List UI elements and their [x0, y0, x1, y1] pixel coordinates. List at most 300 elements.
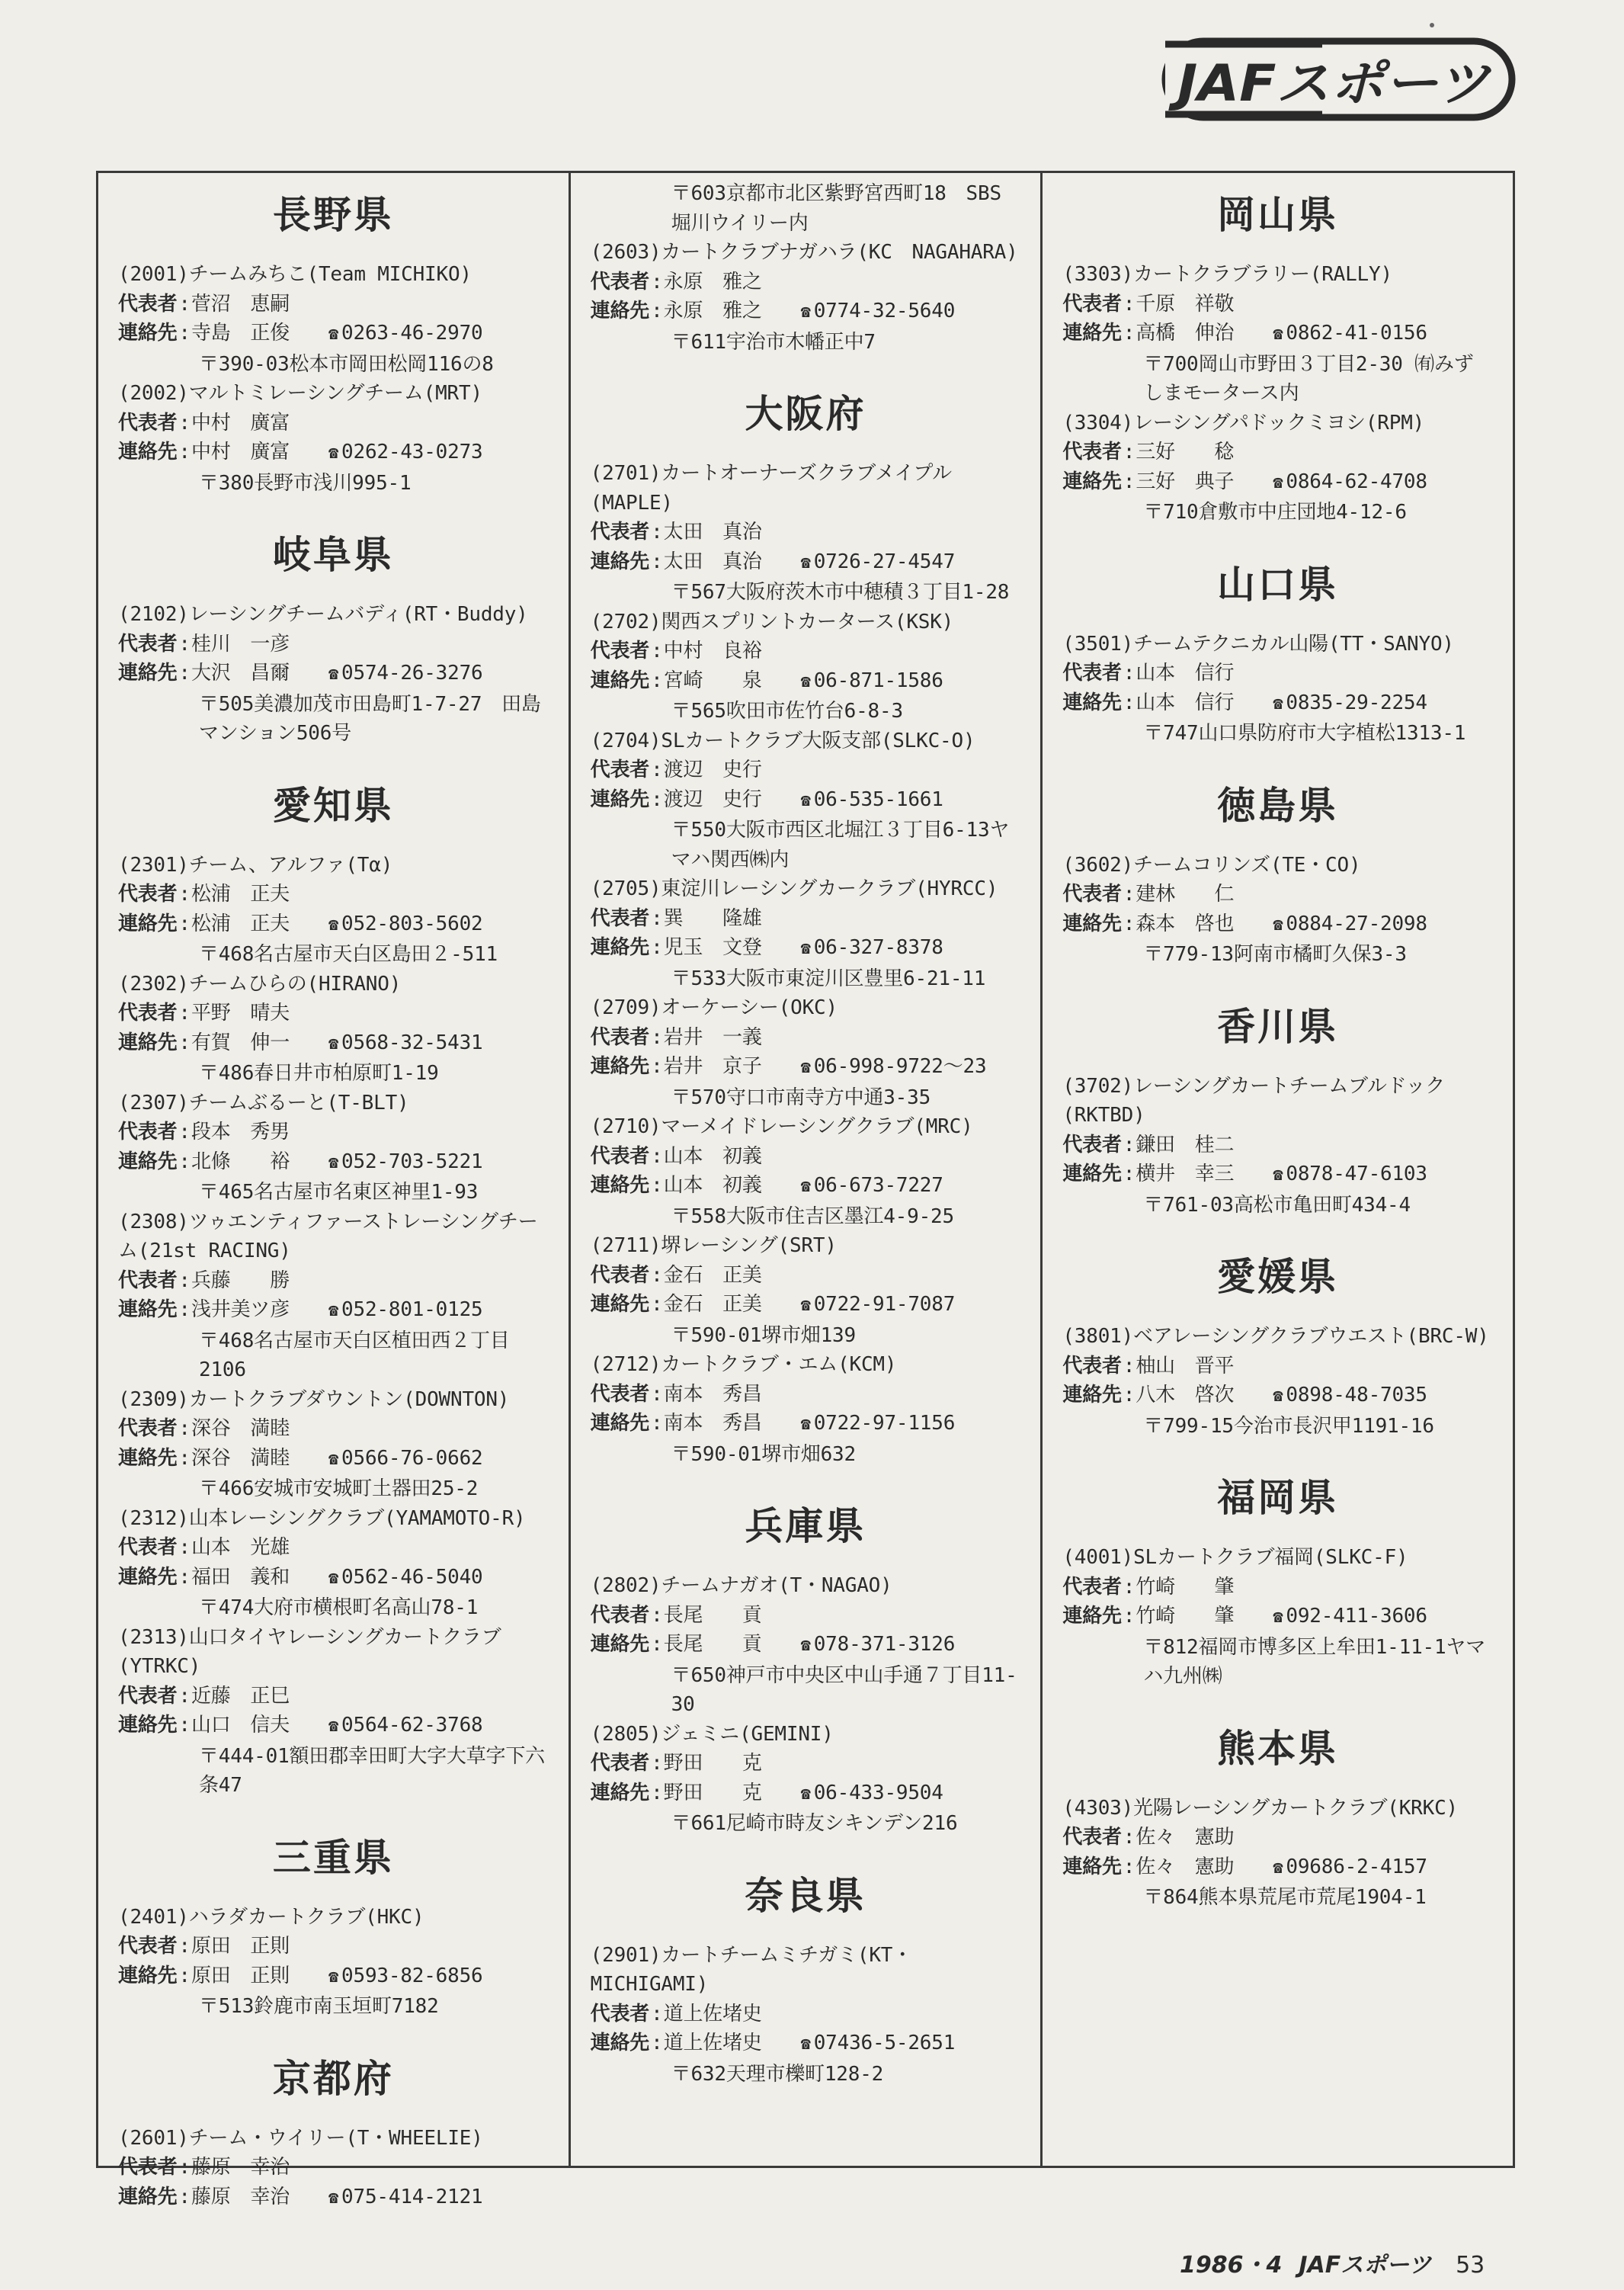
contact-name: 渡辺 史行 [663, 787, 762, 811]
club-entry [591, 1571, 1021, 1720]
contact-label: 連絡先 : [591, 1171, 664, 1202]
phone-number: ☎ 0593-82-6856 [328, 1961, 549, 1993]
club-title: (3304)レーシングパドックミヨシ(RPM) [1062, 411, 1425, 435]
rep-row [591, 518, 1021, 547]
rep-label: 代表者 : [118, 1414, 191, 1444]
prefecture-heading: 京都府 [272, 2056, 394, 2101]
rep-name: 佐々 憲助 [1136, 1826, 1235, 1849]
rep-label: 代表者 : [591, 2000, 664, 2029]
phone-number: ☎ 0864-62-4708 [1273, 467, 1493, 499]
club-title: (2712)カートクラブ・エム(KCM) [590, 1353, 897, 1376]
club-address: 〒465名古屋市名東区神里1-93 [199, 1181, 479, 1204]
club-title: (2001)チームみちこ(Team MICHIKO) [118, 263, 472, 286]
column-right [1040, 173, 1513, 2166]
club-address: 〒390-03松本市岡田松岡116の8 [199, 352, 494, 376]
club-title: (2704)SLカートクラブ大阪支部(SLKC-O) [590, 729, 975, 752]
club-address: 〒864熊本県荒尾市荒尾1904-1 [1143, 1886, 1427, 1909]
rep-label: 代表者 : [591, 1023, 664, 1053]
rep-label: 代表者 : [118, 999, 191, 1028]
rep-label: 代表者 : [591, 1749, 664, 1778]
phone-number: ☎ 0878-47-6103 [1273, 1159, 1493, 1191]
prefecture-heading: 大阪府 [745, 392, 866, 436]
club-entry [1062, 1794, 1493, 1913]
club-title: (2601)チーム・ウイリー(T・WHEELIE) [118, 2126, 483, 2150]
club-address: 〒513鈴鹿市南玉垣町7182 [199, 1995, 439, 2018]
contact-name: 大沢 昌爾 [191, 662, 290, 685]
footer-magazine: JAFスポーツ [1299, 2252, 1432, 2279]
club-entry [591, 1941, 1021, 2090]
club-entry [118, 379, 549, 498]
logo-text: JAFスポーツ [1168, 54, 1493, 113]
contact-name: 高橋 伸治 [1136, 322, 1235, 345]
contact-name: 南本 秀昌 [663, 1412, 762, 1435]
club-address: 〒812福岡市博多区上牟田1-11-1ヤマハ九州㈱ [1143, 1635, 1486, 1688]
contact-row [591, 1290, 1021, 1321]
phone-number: ☎ 06-673-7227 [801, 1171, 1021, 1202]
phone-number: ☎ 0263-46-2970 [328, 319, 549, 350]
contact-label: 連絡先 : [1062, 1852, 1136, 1884]
club-title: (3602)チームコリンズ(TE・CO) [1062, 853, 1361, 877]
club-entry [591, 874, 1021, 993]
rep-name: 鎌田 桂二 [1136, 1133, 1235, 1156]
club-address: 〒558大阪市住吉区墨江4-9-25 [671, 1204, 954, 1228]
phone-number: ☎ 078-371-3126 [801, 1630, 1021, 1661]
club-entry [118, 600, 549, 749]
rep-label: 代表者 : [1062, 290, 1136, 319]
speck [1430, 23, 1434, 27]
contact-name: 寺島 正俊 [191, 322, 290, 345]
club-title: (2401)ハラダカートクラブ(HKC) [118, 1905, 424, 1929]
club-entry [591, 726, 1021, 875]
contact-label: 連絡先 : [591, 785, 664, 816]
contact-row [591, 1052, 1021, 1083]
club-entry [1062, 1543, 1493, 1692]
club-title: (2901)カートチームミチガミ(KT・MICHIGAMI) [590, 1943, 913, 1996]
rep-name: 道上佐堵史 [663, 2002, 762, 2025]
prefecture-heading: 徳島県 [1217, 783, 1339, 828]
phone-number: ☎ 0862-41-0156 [1273, 319, 1493, 350]
phone-number: ☎ 052-703-5221 [328, 1147, 549, 1179]
rep-label: 代表者 : [118, 1533, 191, 1563]
club-entry [1062, 409, 1493, 528]
club-title: (2702)関西スプリントカータース(KSK) [590, 610, 954, 633]
club-address: 〒603京都市北区紫野宮西町18 SBS堀川ウイリー内 [671, 182, 1001, 235]
rep-row [591, 2000, 1021, 2029]
rep-row [1062, 1352, 1493, 1381]
contact-label: 連絡先 : [591, 1052, 664, 1083]
club-title: (2709)オーケーシー(OKC) [590, 996, 838, 1019]
rep-row [591, 1142, 1021, 1172]
contact-row [1062, 319, 1493, 350]
prefecture-heading: 熊本県 [1217, 1726, 1339, 1771]
contact-row [591, 785, 1021, 816]
rep-name: 巽 隆雄 [663, 906, 762, 930]
club-address: 〒570守口市南寺方中通3-35 [671, 1086, 931, 1109]
contact-name: 岩井 京子 [663, 1055, 762, 1078]
contact-row [1062, 467, 1493, 499]
rep-row [591, 637, 1021, 666]
rep-label: 代表者 : [1062, 1131, 1136, 1160]
continued-entry [591, 179, 1021, 238]
contact-row [1062, 688, 1493, 720]
contact-label: 連絡先 : [118, 1961, 191, 1993]
contact-name: 永原 雅之 [663, 300, 762, 322]
contact-name: 三好 典子 [1136, 470, 1235, 493]
phone-number: ☎ 0562-46-5040 [328, 1563, 549, 1594]
prefecture-heading: 岡山県 [1217, 193, 1339, 237]
club-address: 〒590-01堺市畑139 [671, 1323, 856, 1347]
contact-row [118, 1563, 549, 1594]
contact-name: 太田 真治 [663, 550, 762, 573]
phone-number: ☎ 0898-48-7035 [1273, 1381, 1493, 1412]
rep-name: 三好 稔 [1136, 441, 1235, 463]
club-address: 〒700岡山市野田３丁目2-30 ㈲みずしまモータース内 [1143, 352, 1474, 405]
contact-name: 八木 啓次 [1136, 1384, 1235, 1406]
club-entry [118, 1385, 549, 1504]
contact-label: 連絡先 : [1062, 319, 1136, 350]
club-entry [1062, 851, 1493, 970]
contact-row [118, 1711, 549, 1742]
club-entry [118, 970, 549, 1089]
contact-name: 深谷 満睦 [191, 1446, 290, 1470]
club-entry [118, 851, 549, 970]
club-entry [1062, 260, 1493, 409]
contact-row [118, 319, 549, 350]
club-address: 〒779-13阿南市橘町久保3-3 [1143, 943, 1407, 966]
rep-label: 代表者 : [118, 409, 191, 438]
contact-row [591, 666, 1021, 698]
club-title: (2301)チーム、アルファ(Tα) [118, 853, 393, 877]
club-address: 〒799-15今治市長沢甲1191-16 [1143, 1414, 1434, 1438]
contact-name: 佐々 憲助 [1136, 1855, 1235, 1878]
club-title: (2711)堺レーシング(SRT) [590, 1234, 837, 1257]
contact-row [1062, 1381, 1493, 1412]
contact-label: 連絡先 : [591, 666, 664, 698]
phone-number: ☎ 0774-32-5640 [801, 297, 1021, 328]
club-entry [1062, 1072, 1493, 1220]
rep-name: 太田 真治 [663, 521, 762, 544]
prefecture-heading: 福岡県 [1217, 1476, 1339, 1520]
rep-name: 菅沼 恵嗣 [191, 292, 290, 316]
rep-row [118, 880, 549, 909]
column-middle [569, 173, 1041, 2166]
rep-label: 代表者 : [591, 268, 664, 297]
contact-row [591, 1171, 1021, 1202]
contact-label: 連絡先 : [118, 2183, 191, 2214]
rep-row [118, 409, 549, 438]
contact-row [591, 933, 1021, 964]
rep-label: 代表者 : [591, 1261, 664, 1291]
contact-row [118, 1444, 549, 1475]
column-left [98, 173, 569, 2208]
club-address: 〒486春日井市柏原町1-19 [199, 1062, 439, 1085]
rep-name: 松浦 正夫 [191, 883, 290, 906]
contact-row [1062, 1159, 1493, 1191]
rep-row [118, 999, 549, 1028]
contact-name: 横井 幸三 [1136, 1163, 1235, 1185]
club-title: (2102)レーシングチームバディ(RT・Buddy) [118, 603, 528, 626]
club-directory [96, 171, 1515, 2208]
contact-label: 連絡先 : [1062, 1381, 1136, 1412]
rep-name: 藤原 幸治 [191, 2156, 290, 2179]
phone-number: ☎ 06-327-8378 [801, 933, 1021, 964]
club-title: (4001)SLカートクラブ福岡(SLKC-F) [1062, 1546, 1408, 1569]
phone-number: ☎ 0568-32-5431 [328, 1028, 549, 1060]
prefecture-heading: 愛知県 [272, 783, 394, 828]
rep-name: 桂川 一彦 [191, 632, 290, 656]
contact-label: 連絡先 : [1062, 909, 1136, 941]
contact-name: 金石 正美 [663, 1293, 762, 1316]
rep-row [1062, 1823, 1493, 1852]
club-title: (2002)マルトミレーシングチーム(MRT) [118, 382, 482, 405]
phone-number: ☎ 06-433-9504 [801, 1778, 1021, 1810]
phone-number: ☎ 0564-62-3768 [328, 1711, 549, 1742]
rep-row [118, 2153, 549, 2183]
rep-label: 代表者 : [118, 880, 191, 909]
rep-row [118, 290, 549, 319]
rep-name: 段本 秀男 [191, 1121, 290, 1143]
contact-label: 連絡先 : [118, 659, 191, 690]
phone-number: ☎ 0566-76-0662 [328, 1444, 549, 1475]
rep-row [591, 1601, 1021, 1631]
contact-row [118, 909, 549, 941]
rep-name: 千原 祥敬 [1136, 292, 1235, 316]
club-title: (4303)光陽レーシングカートクラブ(KRKC) [1062, 1796, 1458, 1820]
contact-label: 連絡先 : [118, 319, 191, 350]
rep-row [591, 1023, 1021, 1053]
rep-row [1062, 290, 1493, 319]
contact-name: 山口 信夫 [191, 1714, 290, 1737]
club-address: 〒710倉敷市中庄団地4-12-6 [1143, 501, 1407, 524]
rep-row [118, 1118, 549, 1147]
phone-number: ☎ 052-803-5602 [328, 909, 549, 941]
phone-number: ☎ 052-801-0125 [328, 1295, 549, 1326]
club-entry [1062, 1322, 1493, 1441]
prefecture-heading: 香川県 [1217, 1004, 1339, 1049]
contact-label: 連絡先 : [1062, 1159, 1136, 1191]
rep-name: 原田 正則 [191, 1935, 290, 1958]
club-title: (2302)チームひらの(HIRANO) [118, 972, 402, 996]
rep-name: 竹崎 肇 [1136, 1575, 1235, 1599]
prefecture-heading: 岐阜県 [272, 533, 394, 577]
rep-name: 平野 晴夫 [191, 1002, 290, 1025]
contact-name: 森本 啓也 [1136, 912, 1235, 935]
contact-row [118, 2183, 549, 2214]
rep-name: 山本 信行 [1136, 662, 1235, 685]
contact-label: 連絡先 : [118, 1295, 191, 1326]
club-address: 〒466安城市安城町土器田25-2 [199, 1477, 479, 1500]
club-entry [591, 459, 1021, 608]
club-title: (2705)東淀川レーシングカークラブ(HYRCC) [590, 877, 998, 900]
contact-name: 山本 初義 [663, 1174, 762, 1197]
rep-label: 代表者 : [1062, 1352, 1136, 1381]
rep-label: 代表者 : [1062, 438, 1136, 467]
club-address: 〒533大阪市東淀川区豊里6-21-11 [671, 967, 986, 990]
rep-label: 代表者 : [118, 1932, 191, 1961]
phone-number: ☎ 0722-91-7087 [801, 1290, 1021, 1321]
phone-number: ☎ 06-998-9722～23 [801, 1052, 1021, 1083]
club-title: (3303)カートクラブラリー(RALLY) [1062, 263, 1392, 286]
club-address: 〒650神戸市中央区中山手通７丁目11-30 [671, 1663, 1017, 1716]
contact-name: 野田 克 [663, 1781, 762, 1804]
contact-name: 原田 正則 [191, 1964, 290, 1987]
rep-row [1062, 1573, 1493, 1602]
club-title: (3501)チームテクニカル山陽(TT・SANYO) [1062, 632, 1454, 656]
contact-row [591, 1630, 1021, 1661]
rep-label: 代表者 : [591, 755, 664, 785]
rep-label: 代表者 : [1062, 1573, 1136, 1602]
club-address: 〒661尼崎市時友シキンデン216 [671, 1812, 958, 1835]
club-title: (2313)山口タイヤレーシングカートクラブ(YTRKC) [118, 1625, 501, 1678]
contact-row [118, 1961, 549, 1993]
contact-label: 連絡先 : [591, 1630, 664, 1661]
phone-number: ☎ 06-871-1586 [801, 666, 1021, 698]
club-entry [591, 238, 1021, 357]
contact-label: 連絡先 : [591, 297, 664, 328]
club-title: (3702)レーシングカートチームブルドック(RKTBD) [1062, 1074, 1446, 1127]
rep-row [118, 1533, 549, 1563]
rep-label: 代表者 : [1062, 1823, 1136, 1852]
club-entry [118, 260, 549, 379]
contact-name: 宮崎 泉 [663, 669, 762, 692]
club-entry [118, 1208, 549, 1385]
contact-label: 連絡先 : [591, 1409, 664, 1440]
contact-name: 中村 廣富 [191, 441, 290, 463]
rep-label: 代表者 : [591, 518, 664, 547]
contact-name: 浅井美ツ彦 [191, 1298, 290, 1321]
club-address: 〒611宇治市木幡正中7 [671, 330, 876, 354]
rep-row [1062, 880, 1493, 909]
club-entry [118, 1089, 549, 1208]
club-title: (2308)ツゥエンティファーストレーシングチーム(21st RACING) [118, 1210, 538, 1262]
rep-label: 代表者 : [118, 1266, 191, 1296]
contact-row [591, 547, 1021, 579]
rep-row [591, 755, 1021, 785]
rep-row [118, 1414, 549, 1444]
club-address: 〒550大阪市西区北堀江３丁目6-13ヤマハ関西㈱内 [671, 819, 1010, 871]
club-address: 〒590-01堺市畑632 [671, 1442, 856, 1466]
rep-name: 岩井 一義 [663, 1025, 762, 1049]
rep-label: 代表者 : [118, 290, 191, 319]
club-title: (2307)チームぶるーと(T-BLT) [118, 1091, 409, 1115]
club-entry [591, 1350, 1021, 1469]
contact-row [1062, 1852, 1493, 1884]
club-address: 〒380長野市浅川995-1 [199, 471, 412, 495]
contact-label: 連絡先 : [591, 1778, 664, 1810]
rep-label: 代表者 : [118, 2153, 191, 2183]
contact-label: 連絡先 : [591, 547, 664, 579]
club-entry [118, 1623, 549, 1801]
contact-row [591, 2029, 1021, 2060]
contact-label: 連絡先 : [591, 1290, 664, 1321]
rep-row [591, 1261, 1021, 1291]
prefecture-heading: 長野県 [272, 193, 394, 237]
rep-label: 代表者 : [1062, 880, 1136, 909]
page-number: 53 [1456, 2252, 1485, 2279]
contact-row [591, 1778, 1021, 1810]
club-title: (2701)カートオーナーズクラブメイプル(MAPLE) [590, 462, 952, 515]
rep-name: 兵藤 勝 [191, 1268, 290, 1292]
club-entry [591, 608, 1021, 726]
club-address: 〒444-01額田郡幸田町大字大草字下六条47 [199, 1744, 545, 1797]
jaf-sports-logo [1162, 37, 1517, 122]
contact-label: 連絡先 : [118, 1711, 191, 1742]
contact-row [118, 1295, 549, 1326]
phone-number: ☎ 0835-29-2254 [1273, 688, 1493, 720]
rep-name: 中村 廣富 [191, 411, 290, 435]
contact-name: 有賀 伸一 [191, 1031, 290, 1054]
contact-name: 竹崎 肇 [1136, 1605, 1235, 1628]
contact-label: 連絡先 : [118, 1444, 191, 1475]
contact-label: 連絡先 : [118, 909, 191, 941]
club-entry [591, 1720, 1021, 1839]
rep-label: 代表者 : [591, 1142, 664, 1172]
contact-name: 藤原 幸治 [191, 2185, 290, 2208]
contact-row [118, 438, 549, 469]
rep-name: 山本 初義 [663, 1144, 762, 1168]
rep-name: 永原 雅之 [663, 270, 762, 293]
rep-name: 建林 仁 [1136, 883, 1235, 906]
club-title: (2710)マーメイドレーシングクラブ(MRC) [590, 1115, 973, 1138]
rep-name: 山本 光雄 [191, 1536, 290, 1559]
club-title: (2312)山本レーシングクラブ(YAMAMOTO-R) [118, 1506, 526, 1530]
contact-label: 連絡先 : [118, 1147, 191, 1179]
club-entry [1062, 630, 1493, 749]
contact-row [118, 1147, 549, 1179]
phone-number: ☎ 06-535-1661 [801, 785, 1021, 816]
contact-label: 連絡先 : [1062, 1602, 1136, 1633]
phone-number: ☎ 0884-27-2098 [1273, 909, 1493, 941]
page-footer [1180, 2246, 1485, 2279]
phone-number: ☎ 0574-26-3276 [328, 659, 549, 690]
contact-label: 連絡先 : [118, 438, 191, 469]
club-title: (2805)ジェミニ(GEMINI) [590, 1722, 834, 1746]
rep-name: 野田 克 [663, 1752, 762, 1775]
rep-row [591, 1380, 1021, 1410]
rep-row [1062, 1131, 1493, 1160]
club-entry [591, 1112, 1021, 1231]
phone-number: ☎ 092-411-3606 [1273, 1602, 1493, 1633]
prefecture-heading: 奈良県 [745, 1873, 866, 1918]
contact-row [591, 1409, 1021, 1440]
rep-name: 中村 良裕 [663, 640, 762, 662]
rep-name: 近藤 正巳 [191, 1684, 290, 1708]
contact-label: 連絡先 : [1062, 688, 1136, 720]
contact-row [118, 1028, 549, 1060]
club-address: 〒632天理市櫟町128-2 [671, 2062, 884, 2086]
club-address: 〒567大阪府茨木市中穂積３丁目1-28 [671, 581, 1010, 604]
rep-name: 深谷 満睦 [191, 1417, 290, 1440]
club-title: (3801)ベアレーシングクラブウエスト(BRC-W) [1062, 1325, 1489, 1348]
rep-label: 代表者 : [1062, 659, 1136, 688]
rep-label: 代表者 : [591, 904, 664, 934]
contact-name: 道上佐堵史 [663, 2032, 762, 2054]
contact-label: 連絡先 : [118, 1563, 191, 1594]
prefecture-heading: 愛媛県 [1217, 1255, 1339, 1299]
rep-row [591, 904, 1021, 934]
rep-label: 代表者 : [118, 630, 191, 659]
contact-name: 長尾 貢 [663, 1633, 762, 1656]
contact-name: 松浦 正夫 [191, 912, 290, 935]
rep-name: 長尾 貢 [663, 1603, 762, 1627]
club-title: (2603)カートクラブナガハラ(KC NAGAHARA) [590, 241, 1018, 264]
prefecture-heading: 山口県 [1217, 562, 1339, 607]
contact-row [591, 297, 1021, 328]
contact-row [118, 659, 549, 690]
rep-label: 代表者 : [591, 637, 664, 666]
phone-number: ☎ 0726-27-4547 [801, 547, 1021, 579]
contact-name: 北條 裕 [191, 1150, 290, 1173]
